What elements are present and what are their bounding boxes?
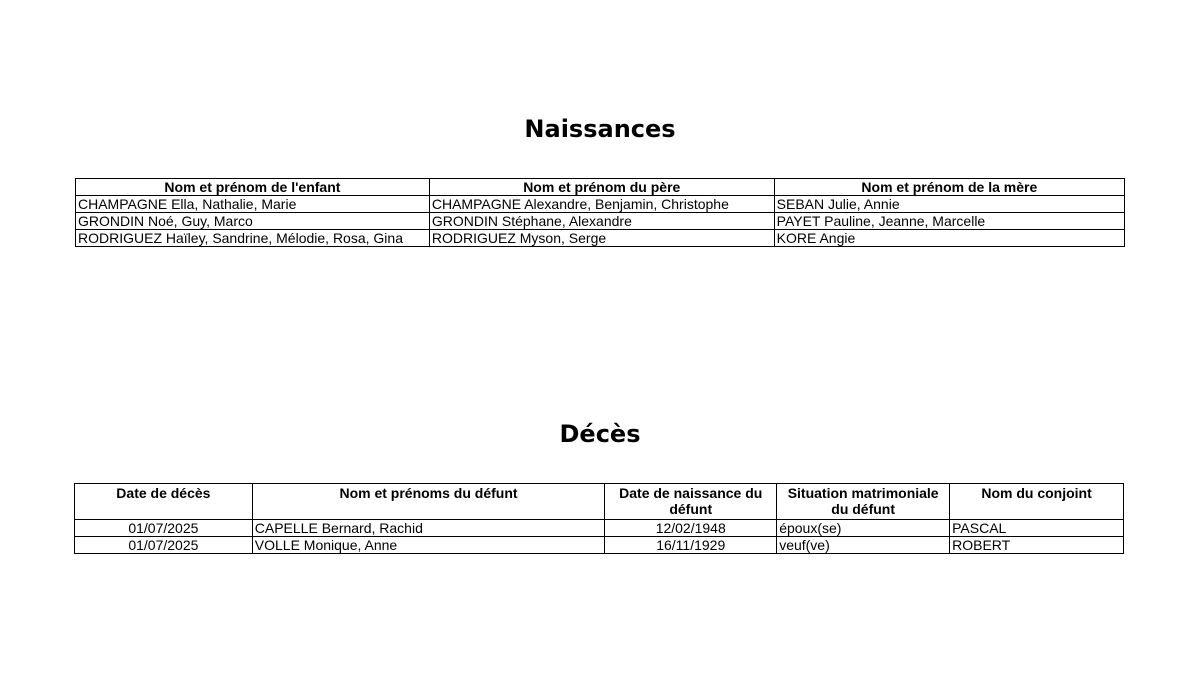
cell-pere: CHAMPAGNE Alexandre, Benjamin, Christophe bbox=[429, 196, 774, 213]
cell-conjoint: ROBERT bbox=[950, 537, 1124, 554]
header-line: Nom du conjoint bbox=[981, 485, 1092, 501]
naissances-table bbox=[75, 178, 1125, 247]
column-header-conjoint bbox=[950, 484, 1124, 520]
cell-mere: PAYET Pauline, Jeanne, Marcelle bbox=[774, 213, 1124, 230]
cell-pere: GRONDIN Stéphane, Alexandre bbox=[429, 213, 774, 230]
header-line: du défunt bbox=[831, 501, 896, 517]
header-line: Situation matrimoniale bbox=[787, 485, 939, 501]
cell-date-deces: 01/07/2025 bbox=[75, 537, 253, 554]
cell-date-naissance: 16/11/1929 bbox=[605, 537, 777, 554]
section-title-deces: Décès bbox=[559, 420, 641, 448]
section-title-naissances: Naissances bbox=[524, 115, 676, 143]
header-line: Nom et prénoms du défunt bbox=[339, 485, 518, 501]
cell-situation: époux(se) bbox=[777, 520, 950, 537]
column-header-pere: Nom et prénom du père bbox=[429, 179, 774, 196]
column-header-date-naissance bbox=[605, 484, 777, 520]
header-line: Date de décès bbox=[116, 485, 211, 501]
column-header-date-deces bbox=[75, 484, 253, 520]
table-row bbox=[75, 520, 1124, 537]
cell-nom-defunt: VOLLE Monique, Anne bbox=[252, 537, 605, 554]
cell-conjoint: PASCAL bbox=[950, 520, 1124, 537]
table-header-row bbox=[76, 179, 1125, 196]
deces-table bbox=[74, 483, 1124, 554]
table-row bbox=[75, 537, 1124, 554]
column-header-nom-defunt bbox=[252, 484, 605, 520]
cell-situation: veuf(ve) bbox=[777, 537, 950, 554]
cell-date-naissance: 12/02/1948 bbox=[605, 520, 777, 537]
cell-enfant: RODRIGUEZ Haïley, Sandrine, Mélodie, Rosa, Gina bbox=[76, 230, 430, 247]
cell-enfant: CHAMPAGNE Ella, Nathalie, Marie bbox=[76, 196, 430, 213]
table-header-row bbox=[75, 484, 1124, 520]
cell-enfant: GRONDIN Noé, Guy, Marco bbox=[76, 213, 430, 230]
cell-pere: RODRIGUEZ Myson, Serge bbox=[429, 230, 774, 247]
table-row bbox=[76, 196, 1125, 213]
column-header-mere: Nom et prénom de la mère bbox=[774, 179, 1124, 196]
cell-mere: KORE Angie bbox=[774, 230, 1124, 247]
header-line: Date de naissance du bbox=[619, 485, 763, 501]
column-header-situation bbox=[777, 484, 950, 520]
table-row bbox=[76, 230, 1125, 247]
cell-date-deces: 01/07/2025 bbox=[75, 520, 253, 537]
column-header-enfant: Nom et prénom de l'enfant bbox=[76, 179, 430, 196]
cell-mere: SEBAN Julie, Annie bbox=[774, 196, 1124, 213]
cell-nom-defunt: CAPELLE Bernard, Rachid bbox=[252, 520, 605, 537]
table-row bbox=[76, 213, 1125, 230]
header-line: défunt bbox=[669, 501, 713, 517]
